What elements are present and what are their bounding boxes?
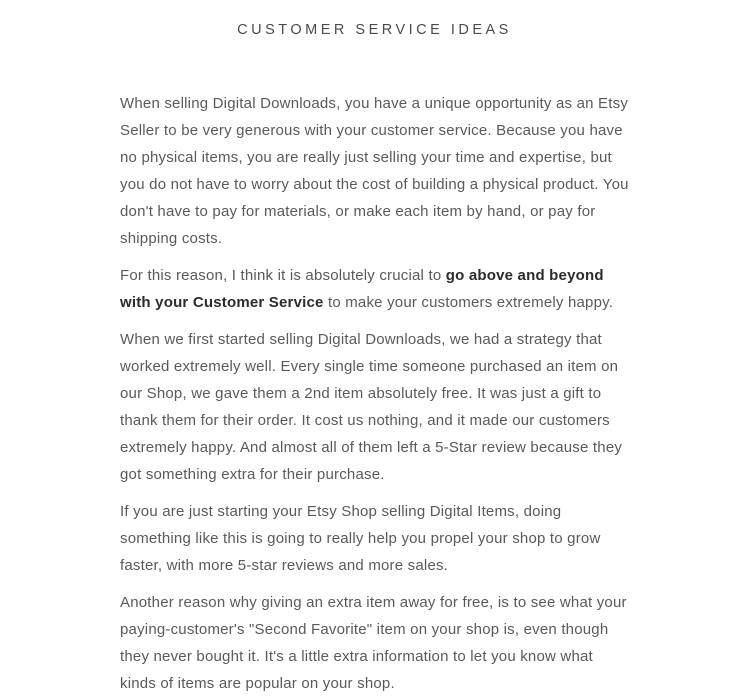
article-body: [120, 90, 632, 697]
paragraph: [120, 90, 632, 252]
paragraph: [120, 589, 632, 697]
paragraph: [120, 262, 632, 316]
paragraph-text: For this reason, I think it is absolutely crucial to: [120, 267, 446, 284]
paragraph-text: When we first started selling Digital Downloads, we had a strategy that worked extremely well. Every single time someone purchased an item on our Shop, we gave them a 2nd item absolutely free. It was just a gift to thank them for their order. It cost us nothing, and it made our customers extremely happy. And almost all of them left a 5-Star review because they got something extra for their purchase.: [120, 331, 623, 483]
paragraph-bold-text: go above and beyond with your Customer Service: [120, 267, 604, 311]
paragraph-text: to make your customers extremely happy.: [323, 294, 614, 311]
paragraph-text: If you are just starting your Etsy Shop selling Digital Items, doing something like this is going to really help you propel your shop to grow faster, with more 5-star reviews and more sales.: [120, 503, 601, 574]
page-title: CUSTOMER SERVICE IDEAS: [237, 22, 512, 38]
paragraph-text: When selling Digital Downloads, you have a unique opportunity as an Etsy Seller to be very generous with your customer service. Because you have no physical items, you are really just selling your time and expertise, but you do not have to worry about the cost of building a physical product. You don't have to pay for materials, or make each item by hand, or pay for shipping costs.: [120, 95, 629, 247]
paragraph: [120, 498, 632, 579]
paragraph-text: Another reason why giving an extra item away for free, is to see what your paying-customer's "Second Favorite" item on your shop is, even though they never bought it. It's a little extra information to let you know what kinds of items are popular on your shop.: [120, 594, 627, 692]
paragraph: [120, 326, 632, 488]
